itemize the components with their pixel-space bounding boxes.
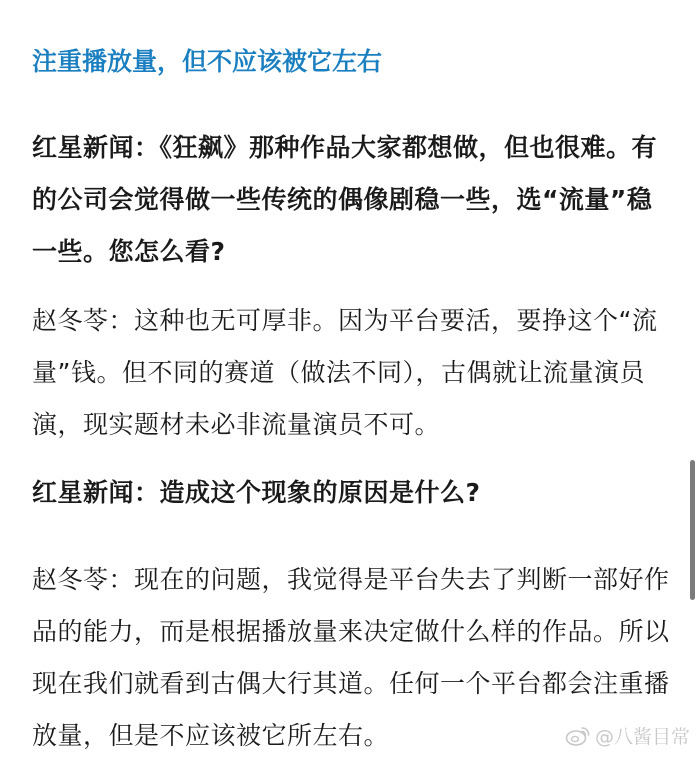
weibo-icon (565, 725, 591, 747)
interview-answer-1: 赵冬苓：这种也无可厚非。因为平台要活，要挣这个“流量”钱。但不同的赛道（做法不同），古偶就让流量演员演，现实题材未必非流量演员不可。 (32, 306, 658, 439)
section-heading: 注重播放量，但不应该被它左右 (32, 47, 383, 76)
interview-question-2: 红星新闻：造成这个现象的原因是什么? (32, 478, 481, 507)
scrollbar-thumb[interactable] (690, 460, 695, 600)
watermark-text: @八酱目常 (594, 726, 690, 748)
interview-answer-2: 赵冬苓：现在的问题，我觉得是平台失去了判断一部好作品的能力，而是根据播放量来决定做什么样的作品。所以现在我们就看到古偶大行其道。任何一个平台都会注重播放量，但是不应该被它所左右。 (32, 565, 670, 750)
interview-question-1: 红星新闻：《狂飙》那种作品大家都想做，但也很难。有的公司会觉得做一些传统的偶像剧稳一些，选“流量”稳一些。您怎么看? (32, 133, 658, 266)
weibo-watermark (565, 722, 690, 749)
